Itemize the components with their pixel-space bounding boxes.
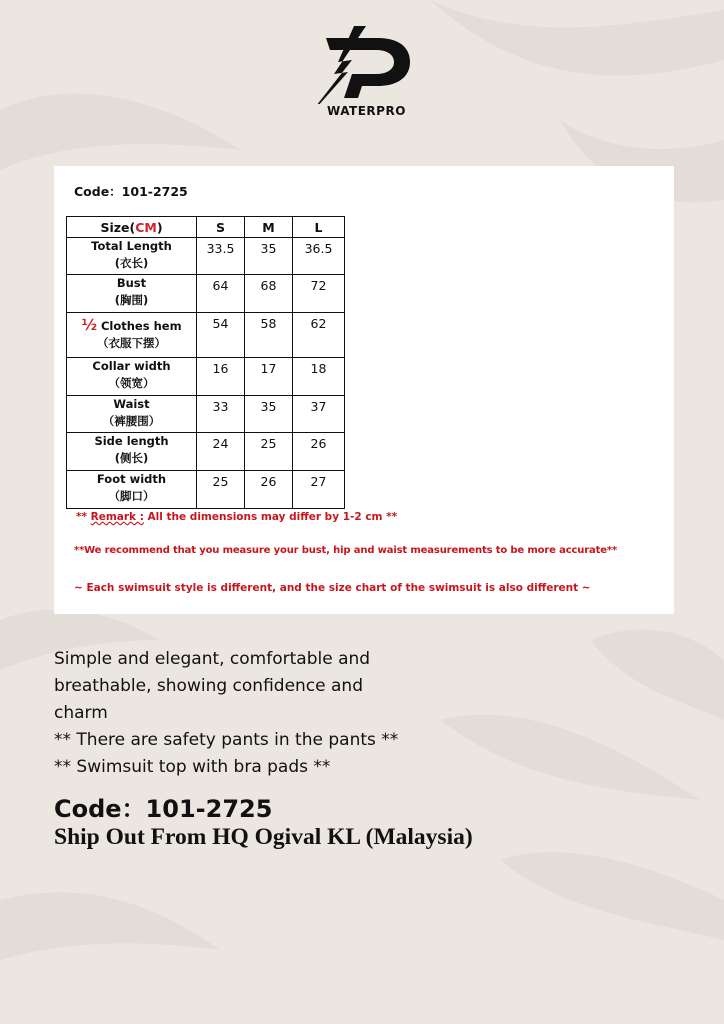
- remark-label: Remark :: [90, 511, 144, 523]
- size-header: Size(CM): [67, 217, 197, 238]
- cell-l: 27: [293, 471, 345, 509]
- cell-l: 36.5: [293, 238, 345, 275]
- cell-m: 26: [245, 471, 293, 509]
- table-row: [67, 433, 345, 471]
- description-line: Simple and elegant, comfortable and: [54, 649, 371, 669]
- lightning-p-logo-icon: [296, 24, 436, 104]
- cell-m: 68: [245, 275, 293, 313]
- style-note: ~ Each swimsuit style is different, and the size chart of the swimsuit is also different ~: [74, 582, 591, 594]
- cell-s: 33.5: [197, 238, 245, 275]
- row-label: Total Length (衣长): [67, 238, 197, 275]
- header-m: M: [245, 217, 293, 238]
- size-chart-card: [54, 166, 674, 614]
- cell-m: 17: [245, 358, 293, 396]
- cell-l: 62: [293, 313, 345, 358]
- product-code-small: Code：101-2725: [74, 184, 188, 199]
- cell-s: 16: [197, 358, 245, 396]
- table-row: [67, 471, 345, 509]
- cell-s: 33: [197, 396, 245, 433]
- cell-s: 25: [197, 471, 245, 509]
- description-line: breathable, showing confidence and: [54, 676, 363, 696]
- cell-s: 64: [197, 275, 245, 313]
- cell-l: 72: [293, 275, 345, 313]
- brand-name: WATERPRO: [327, 104, 406, 118]
- cell-l: 37: [293, 396, 345, 433]
- row-label: ½ Clothes hem （衣服下摆）: [67, 313, 197, 358]
- unit-cm: CM: [135, 219, 157, 235]
- product-code: Code：101-2725: [54, 795, 273, 823]
- row-label: Bust (胸围): [67, 275, 197, 313]
- row-label: Collar width （领宽）: [67, 358, 197, 396]
- size-table: [66, 216, 345, 509]
- table-row: [67, 358, 345, 396]
- half-symbol: ½: [81, 316, 97, 334]
- cell-m: 35: [245, 396, 293, 433]
- cell-m: 58: [245, 313, 293, 358]
- cell-s: 24: [197, 433, 245, 471]
- description-line: ** Swimsuit top with bra pads **: [54, 757, 331, 777]
- description-line: charm: [54, 703, 108, 723]
- measurement-recommendation: **We recommend that you measure your bust, hip and waist measurements to be more accurate**: [74, 545, 618, 556]
- table-row: [67, 238, 345, 275]
- table-header-row: [67, 217, 345, 238]
- remark-note: ** Remark : All the dimensions may differ by 1-2 cm **: [76, 511, 398, 523]
- cell-l: 18: [293, 358, 345, 396]
- row-label: Side length (侧长): [67, 433, 197, 471]
- product-description: [54, 646, 434, 781]
- row-label: Foot width （脚口）: [67, 471, 197, 509]
- shipping-origin: Ship Out From HQ Ogival KL (Malaysia): [54, 824, 473, 850]
- header-l: L: [293, 217, 345, 238]
- waterpro-logo: [296, 24, 436, 128]
- cell-l: 26: [293, 433, 345, 471]
- cell-m: 35: [245, 238, 293, 275]
- table-row: [67, 313, 345, 358]
- row-label: Waist （裤腰围）: [67, 396, 197, 433]
- description-line: ** There are safety pants in the pants **: [54, 730, 399, 750]
- header-s: S: [197, 217, 245, 238]
- cell-m: 25: [245, 433, 293, 471]
- table-row: [67, 275, 345, 313]
- cell-s: 54: [197, 313, 245, 358]
- table-row: [67, 396, 345, 433]
